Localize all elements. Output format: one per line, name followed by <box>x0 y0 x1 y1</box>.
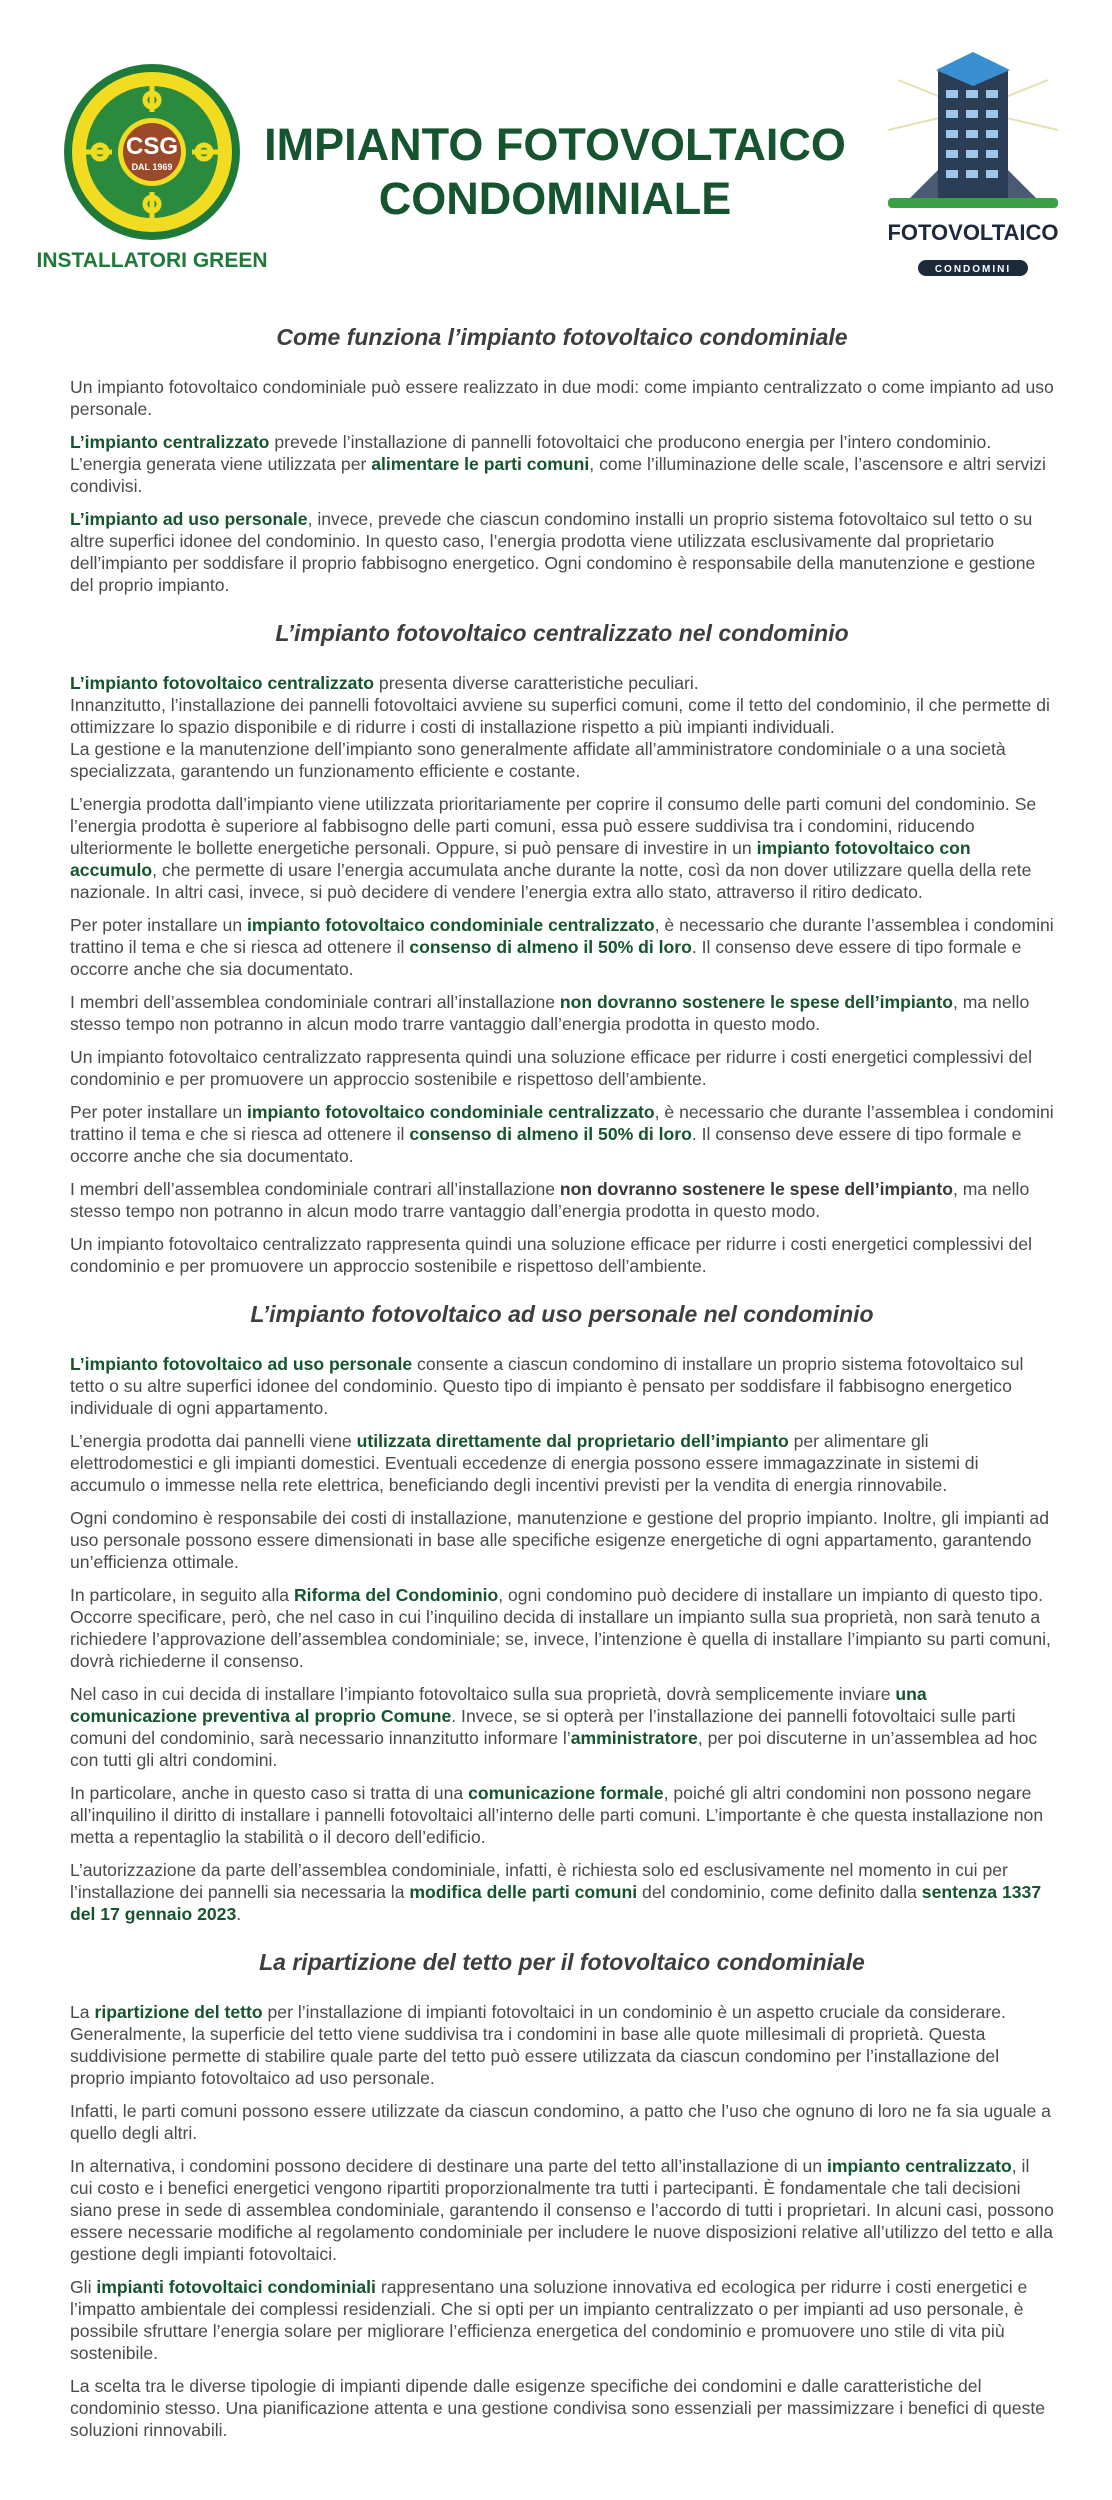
highlighted-term: amministratore <box>570 1728 698 1748</box>
paragraph-text: La gestione e la manutenzione dell’impianto sono generalmente affidate all’amministratore condominiale o a una società specializzata, garantendo un funzionamento efficiente e costante. <box>70 739 1006 781</box>
title-line-2: CONDOMINIALE <box>378 173 732 224</box>
highlighted-term: Riforma del Condominio <box>293 1585 499 1605</box>
section-heading: La ripartizione del tetto per il fotovoltaico condominiale <box>259 1949 865 1975</box>
paragraph-text: per alimentare gli elettrodomestici e gli impianti domestici. Eventuali eccedenze di energia possono essere immagazzinate in sistemi di accumulo o immesse nella rete elettrica, beneficiando degli incentivi previsti per la vendita di energia rinnovabile. <box>70 1431 979 1495</box>
paragraph-text: . Il consenso deve essere di tipo formale e occorre anche che sia documentato. <box>70 937 1022 979</box>
article-body <box>70 300 1054 2452</box>
title-line-1: IMPIANTO FOTOVOLTAICO <box>264 119 846 170</box>
paragraph <box>70 991 1054 1035</box>
page-header <box>0 0 1112 300</box>
paragraph-text: , per poi discuterne in un’assemblea ad hoc con tutti gli altri condomini. <box>70 1728 1038 1770</box>
paragraph-text: Infatti, le parti comuni possono essere utilizzate da ciascun condomino, a patto che l’uso che ognuno di loro ne fa sia uguale a quello degli altri. <box>70 2101 1051 2143</box>
paragraph-text: . Invece, se si opterà per l’installazione dei pannelli fotovoltaici sulle parti comuni del condominio, sarà necessario innanzitutto informare l’ <box>70 1706 1016 1748</box>
paragraph <box>70 1859 1054 1925</box>
paragraph <box>70 1507 1054 1573</box>
highlighted-term: L’impianto fotovoltaico centralizzato <box>70 673 375 693</box>
paragraph-text: , è necessario che durante l’assemblea i condomini trattino il tema e che si riesca ad ottenere il <box>70 1102 1054 1144</box>
paragraph-text: I membri dell’assemblea condominiale contrari all’installazione <box>70 992 560 1012</box>
paragraph-text: . <box>236 1904 242 1924</box>
paragraph-text: Per poter installare un <box>70 915 248 935</box>
highlighted-term: L’impianto centralizzato <box>70 432 270 452</box>
paragraph <box>70 1178 1054 1222</box>
logo-caption: INSTALLATORI GREEN <box>36 249 268 272</box>
paragraph <box>70 793 1054 903</box>
paragraph-text: , il cui costo e i benefici energetici vengono ripartiti proporzionalmente tra tutti i partecipanti. È fondamentale che tali decisioni siano prese in sede di assemblea condominiale, garantendo il consenso e l’accordo di tutti i proprietari. In alcuni casi, possono essere necessarie modifiche al regolamento condominiale per includere le nuove disposizioni relative all’utilizzo del tetto e alla gestione degli impianti fotovoltaici. <box>70 2156 1054 2264</box>
paragraph-text: prevede l’installazione di pannelli fotovoltaici che producono energia per l’intero condominio. <box>269 432 992 452</box>
paragraph <box>70 431 1054 497</box>
highlighted-term: ripartizione del tetto <box>94 2002 263 2022</box>
paragraph <box>70 2276 1054 2364</box>
paragraph-text: Un impianto fotovoltaico centralizzato rappresenta quindi una soluzione efficace per ridurre i costi energetici complessivi del condominio e per promuovere un approccio sostenibile e rispettoso dell’ambiente. <box>70 1234 1032 1276</box>
paragraph-text: In particolare, anche in questo caso si tratta di una <box>70 1783 469 1803</box>
paragraph-text: I membri dell’assemblea condominiale contrari all’installazione <box>70 1179 560 1199</box>
section-heading: L’impianto fotovoltaico ad uso personale nel condominio <box>250 1301 874 1327</box>
logo-initials: CSG <box>125 133 179 160</box>
highlighted-term: impianto fotovoltaico condominiale centralizzato <box>247 915 655 935</box>
section-heading: L’impianto fotovoltaico centralizzato nel condominio <box>275 620 849 646</box>
paragraph <box>70 1046 1054 1090</box>
paragraph-text: per l’installazione di impianti fotovoltaici in un condominio è un aspetto cruciale da considerare. Generalmente, la superficie del tetto viene suddivisa tra i condomini in base alle quote millesimali di proprietà. Questa suddivisione permette di stabilire quale parte del tetto può essere utilizzata da ciascun condomino per l’installazione del proprio impianto fotovoltaico ad uso personale. <box>70 2002 1006 2088</box>
highlighted-term: utilizzata direttamente dal proprietario dell’impianto <box>356 1431 789 1451</box>
logo-word: FOTOVOLTAICO <box>887 220 1059 245</box>
csg-logo <box>36 60 270 275</box>
paragraph-text: L’autorizzazione da parte dell’assemblea condominiale, infatti, è richiesta solo ed esclusivamente nel momento in cui per l’installazione dei pannelli sia necessaria la <box>70 1860 1008 1902</box>
right-wing-icon <box>1008 170 1038 200</box>
paragraph-text: La <box>70 2002 95 2022</box>
paragraph <box>70 1101 1054 1167</box>
highlighted-term: impianti fotovoltaici condominiali <box>96 2277 376 2297</box>
grass-strip <box>888 198 1058 208</box>
paragraph <box>70 1683 1054 1771</box>
left-wing-icon <box>908 170 938 200</box>
paragraph-text: Gli <box>70 2277 97 2297</box>
paragraph-text: L’energia generata viene utilizzata per <box>70 454 372 474</box>
highlighted-term: modifica delle parti comuni <box>409 1882 638 1902</box>
paragraph-text: La scelta tra le diverse tipologie di impianti dipende dalle esigenze specifiche dei condomini e dalle caratteristiche del condominio stesso. Una pianificazione attenta e una gestione condivisa sono essenziali per massimizzare i benefici di queste soluzioni rinnovabili. <box>70 2376 1046 2440</box>
paragraph <box>70 1353 1054 1419</box>
paragraph-text: del condominio, come definito dalla <box>637 1882 922 1902</box>
section-heading: Come funziona l’impianto fotovoltaico condominiale <box>276 324 848 350</box>
highlighted-term: impianto centralizzato <box>827 2156 1012 2176</box>
paragraph-text: , è necessario che durante l’assemblea i condomini trattino il tema e che si riesca ad ottenere il <box>70 915 1054 957</box>
paragraph-text: Un impianto fotovoltaico centralizzato rappresenta quindi una soluzione efficace per ridurre i costi energetici complessivi del condominio e per promuovere un approccio sostenibile e rispettoso dell’ambiente. <box>70 1047 1032 1089</box>
paragraph-text: , che permette di usare l’energia accumulata anche durante la notte, così da non dover utilizzare quella della rete nazionale. In altri casi, invece, si può decidere di vendere l’energia extra allo stato, attraverso il ritiro dedicato. <box>70 860 1032 902</box>
logo-since: DAL 1969 <box>131 162 173 172</box>
paragraph-text: Nel caso in cui decida di installare l’impianto fotovoltaico sulla sua proprietà, dovrà semplicemente inviare <box>70 1684 896 1704</box>
highlighted-term: non dovranno sostenere le spese dell’impianto <box>559 992 953 1012</box>
paragraph <box>70 2001 1054 2089</box>
paragraph-text: , invece, prevede che ciascun condomino installi un proprio sistema fotovoltaico sul tetto o su altre superfici idonee del condominio. In questo caso, l’energia prodotta viene utilizzata esclusivamente dal proprietario dell’impianto per soddisfare il proprio fabbisogno energetico. Ogni condomino è responsabile della manutenzione e gestione del proprio impianto. <box>70 509 1036 595</box>
paragraph <box>70 508 1054 596</box>
highlighted-term: consenso di almeno il 50% di loro <box>409 937 692 957</box>
highlighted-term: L’impianto fotovoltaico ad uso personale <box>70 1354 413 1374</box>
fotovoltaico-logo <box>878 50 1068 290</box>
paragraph-text: , ma nello stesso tempo non potranno in alcun modo trarre vantaggio dall’energia prodotta in questo modo. <box>70 1179 1030 1221</box>
highlighted-term: sentenza 1337 del 17 gennaio 2023 <box>70 1882 1042 1924</box>
paragraph <box>70 1782 1054 1848</box>
paragraph-text: , come l’illuminazione delle scale, l’ascensore e altri servizi condivisi. <box>70 454 1046 496</box>
paragraph-text: . Il consenso deve essere di tipo formale e occorre anche che sia documentato. <box>70 1124 1022 1166</box>
paragraph <box>70 2155 1054 2265</box>
paragraph <box>70 2375 1054 2441</box>
highlighted-term: comunicazione formale <box>468 1783 664 1803</box>
paragraph-text: Ogni condomino è responsabile dei costi di installazione, manutenzione e gestione del proprio impianto. Inoltre, gli impianti ad uso personale possono essere dimensionati in base alle specifiche esigenze energetiche di ogni appartamento, garantendo un’efficienza ottimale. <box>70 1508 1049 1572</box>
highlighted-term: impianto fotovoltaico condominiale centralizzato <box>247 1102 655 1122</box>
paragraph <box>70 914 1054 980</box>
logo-ribbon-text: CONDOMINI <box>934 264 1012 275</box>
paragraph-text: , ogni condomino può decidere di installare un impianto di questo tipo. Occorre specificare, però, che nel caso in cui l’inquilino decida di installare un impianto sulla sua proprietà, non sarà tenuto a richiedere l’approvazione dell’assemblea condominiale; se, invece, l’intenzione è quella di installare l’impianto su parti comuni, dovrà richiederne il consenso. <box>70 1585 1051 1671</box>
paragraph <box>70 672 1054 782</box>
paragraph <box>70 2100 1054 2144</box>
paragraph-text: , ma nello stesso tempo non potranno in alcun modo trarre vantaggio dall’energia prodotta in questo modo. <box>70 992 1030 1034</box>
paragraph-text: consente a ciascun condomino di installare un proprio sistema fotovoltaico sul tetto o su altre superfici idonee del condominio. Questo tipo di impianto è pensato per soddisfare il fabbisogno energetico individuale di ogni appartamento. <box>70 1354 1024 1418</box>
paragraph-text: L’energia prodotta dall’impianto viene utilizzata prioritariamente per coprire il consumo delle parti comuni del condominio. Se l’energia prodotta è superiore al fabbisogno delle parti comuni, essa può essere suddivisa tra i condomini, riducendo ulteriormente le bollette energetiche personali. Oppure, si può pensare di investire in un <box>70 794 1037 858</box>
highlighted-term: una comunicazione preventiva al proprio Comune <box>70 1684 927 1726</box>
paragraph-text: Per poter installare un <box>70 1102 248 1122</box>
paragraph-text: In particolare, in seguito alla <box>70 1585 294 1605</box>
paragraph-text: In alternativa, i condomini possono decidere di destinare una parte del tetto all’installazione di un <box>70 2156 828 2176</box>
highlighted-term: alimentare le parti comuni <box>371 454 590 474</box>
paragraph-text: L’energia prodotta dai pannelli viene <box>70 1431 357 1451</box>
page-title <box>255 118 855 226</box>
paragraph-text: Innanzitutto, l’installazione dei pannelli fotovoltaici avviene su superfici comuni, come il tetto del condominio, il che permette di ottimizzare lo spazio disponibile e di ridurre i costi di installazione rispetto a più impianti individuali. <box>70 695 1050 737</box>
paragraph <box>70 1584 1054 1672</box>
paragraph-text: Un impianto fotovoltaico condominiale può essere realizzato in due modi: come impianto centralizzato o come impianto ad uso personale. <box>70 377 1054 419</box>
paragraph-text: rappresentano una soluzione innovativa ed ecologica per ridurre i costi energetici e l’impatto ambientale dei complessi residenziali. Che si opti per un impianto centralizzato o per impianti ad uso personale, è possibile sfruttare l’energia solare per migliorare l’efficienza energetica del condominio e promuovere uno stile di vita più sostenibile. <box>70 2277 1028 2363</box>
paragraph <box>70 1233 1054 1277</box>
paragraph-text: , poiché gli altri condomini non possono negare all’inquilino il diritto di installare i pannelli fotovoltaici all’interno delle parti comuni. L’importante è che questa installazione non metta a repentaglio la stabilità o il decoro dell’edificio. <box>70 1783 1044 1847</box>
highlighted-term: consenso di almeno il 50% di loro <box>409 1124 692 1144</box>
paragraph <box>70 376 1054 420</box>
highlighted-term: impianto fotovoltaico con accumulo <box>70 838 971 880</box>
paragraph <box>70 1430 1054 1496</box>
highlighted-term: non dovranno sostenere le spese dell’impianto <box>559 1179 953 1199</box>
highlighted-term: L’impianto ad uso personale <box>70 509 308 529</box>
paragraph-text: presenta diverse caratteristiche peculiari. <box>374 673 699 693</box>
